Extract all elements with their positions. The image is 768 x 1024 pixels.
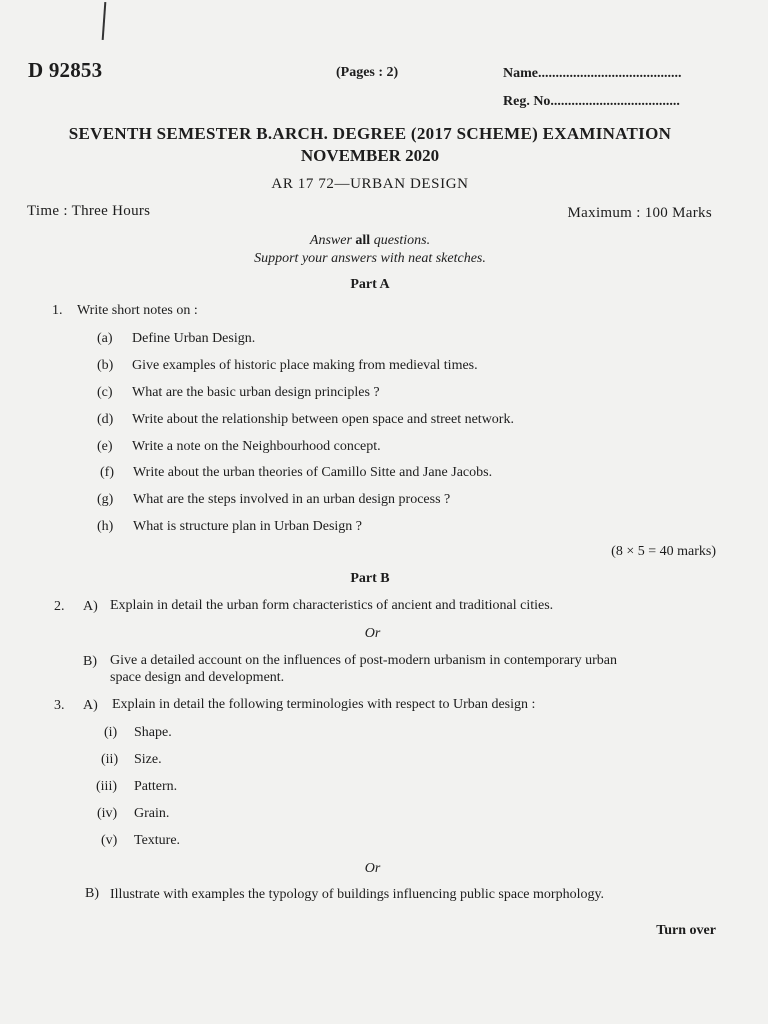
question-text-continued: space design and development. bbox=[110, 670, 285, 685]
or-separator: Or bbox=[364, 626, 381, 641]
item-text: Write about the urban theories of Camillo Sitte and Jane Jacobs. bbox=[133, 465, 493, 480]
term-label: (iv) bbox=[97, 806, 118, 821]
item-label: (e) bbox=[97, 439, 113, 454]
term-label: (ii) bbox=[101, 752, 119, 767]
time-allowed: Time : Three Hours bbox=[27, 203, 151, 219]
question-text: Explain in detail the urban form characteristics of ancient and traditional cities. bbox=[110, 598, 554, 613]
item-label: (d) bbox=[97, 412, 114, 427]
item-label: (g) bbox=[97, 492, 114, 507]
item-text: Write about the relationship between open space and street network. bbox=[132, 412, 514, 427]
term-label: (iii) bbox=[96, 779, 117, 794]
term-label: (v) bbox=[101, 833, 118, 848]
term-text: Grain. bbox=[134, 806, 170, 821]
item-label: (h) bbox=[97, 519, 114, 534]
term-label: (i) bbox=[104, 725, 118, 740]
term-text: Shape. bbox=[134, 725, 172, 740]
instruction-sketches: Support your answers with neat sketches. bbox=[254, 251, 486, 266]
item-text: What is structure plan in Urban Design ? bbox=[133, 519, 362, 534]
item-text: Define Urban Design. bbox=[132, 331, 256, 346]
question-text: Explain in detail the following terminologies with respect to Urban design : bbox=[112, 697, 536, 712]
item-label: (c) bbox=[97, 385, 113, 400]
question-number: 2. bbox=[54, 599, 65, 614]
item-text: Write a note on the Neighbourhood concept. bbox=[132, 439, 381, 454]
option-label: B) bbox=[83, 654, 97, 669]
item-text: Give examples of historic place making from medieval times. bbox=[132, 358, 478, 373]
paper-code: D 92853 bbox=[28, 58, 103, 82]
subject-title: AR 17 72—URBAN DESIGN bbox=[271, 176, 469, 192]
option-label: A) bbox=[83, 599, 98, 614]
exam-title: SEVENTH SEMESTER B.ARCH. DEGREE (2017 SCHEME) EXAMINATION bbox=[68, 124, 672, 143]
pen-mark bbox=[102, 2, 107, 40]
term-text: Size. bbox=[134, 752, 162, 767]
item-text: What are the basic urban design principles ? bbox=[132, 385, 380, 400]
or-separator: Or bbox=[364, 861, 381, 876]
part-a-marks: (8 × 5 = 40 marks) bbox=[611, 544, 716, 559]
part-a-heading: Part A bbox=[350, 277, 390, 292]
question-number: 3. bbox=[54, 698, 65, 713]
maximum-marks: Maximum : 100 Marks bbox=[567, 205, 712, 221]
pages-count: (Pages : 2) bbox=[336, 65, 399, 80]
question-text: Illustrate with examples the typology of buildings influencing public space morphology. bbox=[110, 887, 605, 902]
term-text: Texture. bbox=[134, 833, 181, 848]
term-text: Pattern. bbox=[134, 779, 178, 794]
item-label: (f) bbox=[100, 465, 114, 480]
option-label: B) bbox=[85, 886, 99, 901]
question-number: 1. bbox=[52, 303, 63, 318]
item-text: What are the steps involved in an urban design process ? bbox=[133, 492, 451, 507]
question-text: Write short notes on : bbox=[77, 303, 198, 318]
question-text: Give a detailed account on the influences of post-modern urbanism in contemporary urban bbox=[110, 653, 617, 668]
exam-date: NOVEMBER 2020 bbox=[300, 146, 440, 165]
option-label: A) bbox=[83, 698, 98, 713]
part-b-heading: Part B bbox=[350, 571, 390, 586]
reg-no-field: Reg. No..................................... bbox=[503, 94, 680, 109]
item-label: (a) bbox=[97, 331, 113, 346]
item-label: (b) bbox=[97, 358, 114, 373]
instruction-answer-all: Answer all questions. bbox=[309, 233, 431, 248]
name-field: Name......................................... bbox=[503, 66, 682, 81]
turn-over-note: Turn over bbox=[656, 923, 716, 938]
